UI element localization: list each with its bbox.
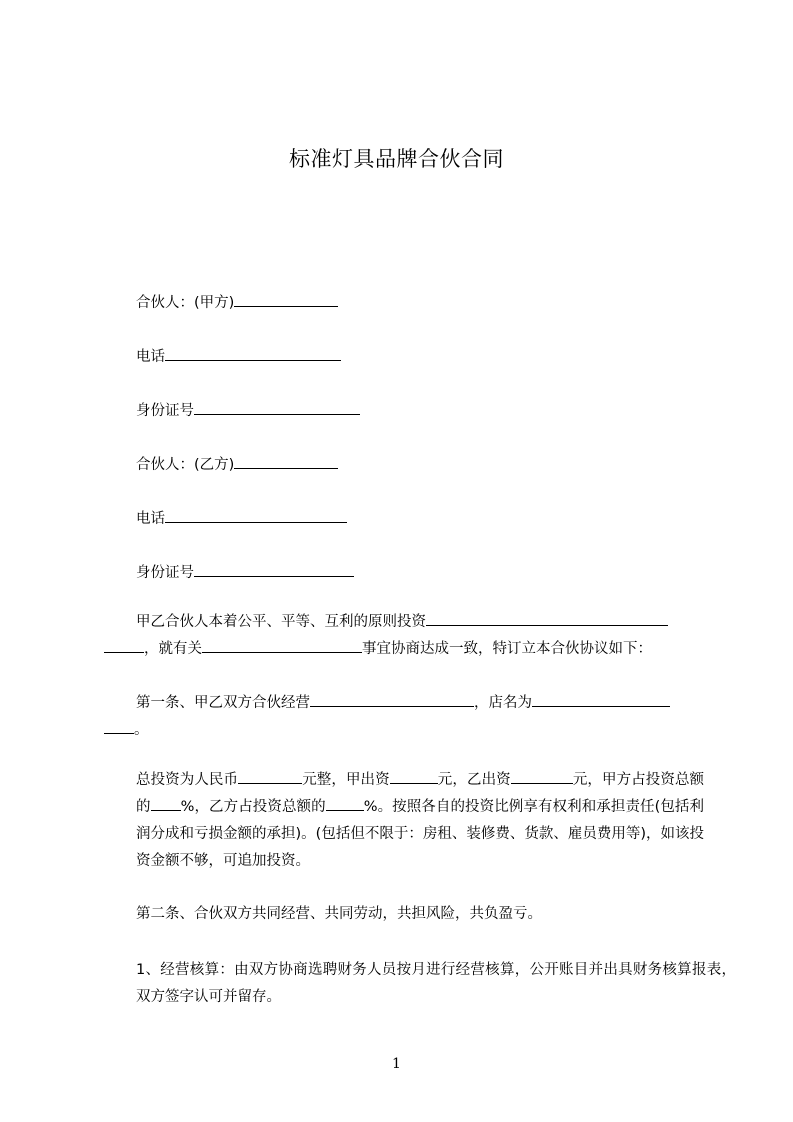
intro-text-2: ，就有关 (144, 641, 202, 657)
investment-text-5: %，乙方占投资总额的 (180, 799, 326, 815)
party-b-name-field (136, 453, 338, 475)
party-b-id-field (136, 561, 354, 583)
investment-purpose-blank (426, 610, 668, 626)
party-b-id-blank (194, 561, 354, 577)
investment-paragraph (104, 767, 704, 875)
party-b-name-label: 合伙人：(乙方) (136, 457, 235, 473)
party-b-name-blank (234, 453, 338, 469)
party-b-phone-blank (165, 507, 347, 523)
party-a-name-blank (234, 291, 338, 307)
party-a-name-field (136, 291, 338, 313)
party-b-amount-blank (511, 768, 573, 784)
party-a-percent-blank (151, 795, 181, 811)
party-b-id-label: 身份证号 (136, 565, 194, 581)
intro-text-3: 事宜协商达成一致，特订立本合伙协议如下： (362, 641, 652, 657)
party-a-id-field (136, 399, 360, 421)
party-a-id-label: 身份证号 (136, 403, 194, 419)
investment-text-4: 元，甲方占投资总额的 (136, 772, 705, 815)
page-number: 1 (392, 1056, 401, 1072)
party-b-phone-label: 电话 (136, 511, 165, 527)
investment-text-3: 元，乙出资 (437, 772, 511, 788)
party-b-percent-blank (326, 795, 364, 811)
matter-blank (202, 637, 362, 653)
article-1-text-1: 第一条、甲乙双方合伙经营 (136, 695, 310, 711)
party-a-phone-label: 电话 (136, 349, 165, 365)
intro-paragraph (104, 609, 704, 663)
party-a-name-label: 合伙人：(甲方) (136, 295, 235, 311)
party-a-id-blank (194, 399, 360, 415)
intro-text-1: 甲乙合伙人本着公平、平等、互利的原则投资 (136, 614, 426, 630)
article-1-text-2: ，店名为 (474, 695, 532, 711)
article-1-paragraph (104, 690, 704, 744)
shop-name-blank (532, 691, 670, 707)
party-a-amount-blank (390, 768, 438, 784)
investment-text-6: %。按照各自的投资比例享有权利和承担责任(包括利润分成和亏损金额的承担)。(包括但不限于：房租、装修费、货款、雇员费用等)，如该投资金额不够，可追加投资。 (136, 799, 705, 869)
shop-name-blank-cont (104, 718, 134, 734)
business-blank (310, 691, 474, 707)
article-2-paragraph: 第二条、合伙双方共同经营、共同劳动，共担风险，共负盈亏。 (136, 906, 542, 922)
investment-purpose-blank-cont (104, 637, 144, 653)
article-1-text-3: 。 (134, 722, 149, 738)
investment-text-2: 元整，甲出资 (302, 772, 390, 788)
total-investment-blank (238, 768, 302, 784)
party-b-phone-field (136, 507, 347, 529)
investment-text-1: 总投资为人民币 (136, 772, 239, 788)
party-a-phone-blank (165, 345, 341, 361)
clause-1-paragraph: 1、经营核算：由双方协商选聘财务人员按月进行经营核算，公开账目并出具财务核算报表，双方签字认可并留存。 (136, 962, 736, 1005)
page-title: 标准灯具品牌合伙合同 (289, 147, 504, 171)
party-a-phone-field (136, 345, 341, 367)
